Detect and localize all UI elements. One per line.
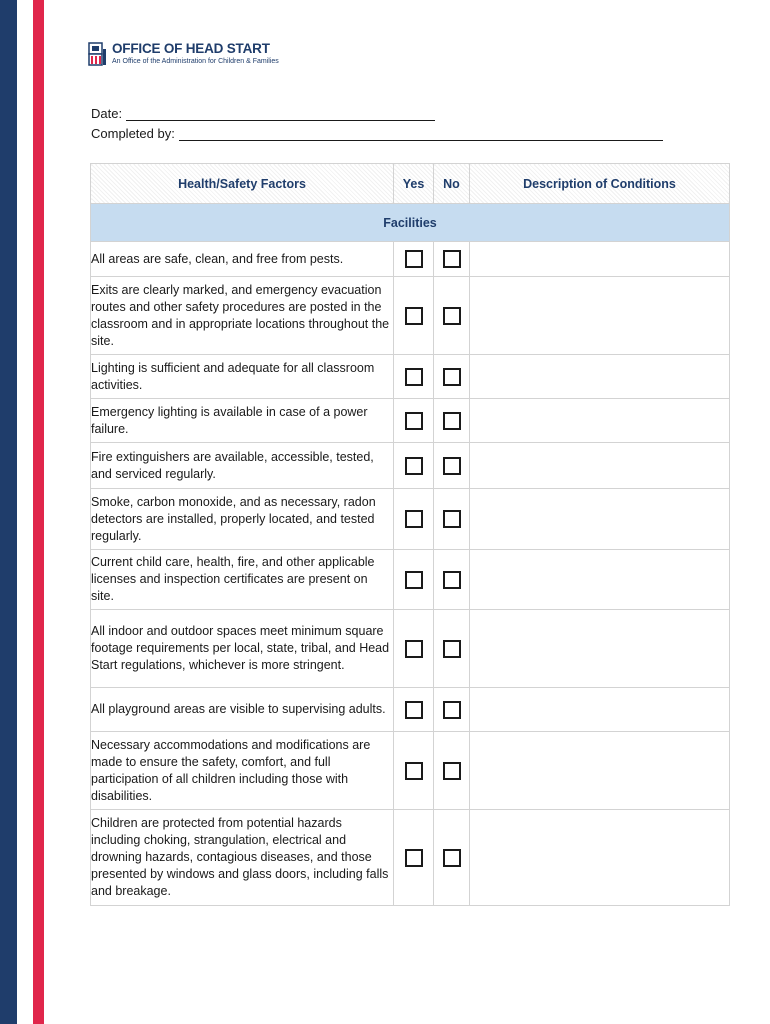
brand-stripe-white (17, 0, 33, 1024)
office-of-head-start-logo (88, 41, 279, 67)
completed-by-label: Completed by: (91, 126, 175, 141)
factor-text: Emergency lighting is available in case of a power failure. (91, 399, 394, 443)
table-row (91, 443, 730, 489)
yes-checkbox[interactable] (405, 701, 423, 719)
description-cell[interactable] (470, 277, 730, 355)
factor-text: Lighting is sufficient and adequate for all classroom activities. (91, 355, 394, 399)
no-checkbox[interactable] (443, 307, 461, 325)
table-row (91, 732, 730, 810)
table-row (91, 610, 730, 688)
description-cell[interactable] (470, 399, 730, 443)
description-cell[interactable] (470, 355, 730, 399)
factor-text: Children are protected from potential hazards including choking, strangulation, electrical and drowning hazards, contagious diseases, and those presented by windows and glass doors, including falls and breakage. (91, 810, 394, 906)
yes-checkbox[interactable] (405, 510, 423, 528)
yes-checkbox[interactable] (405, 307, 423, 325)
no-checkbox[interactable] (443, 510, 461, 528)
table-row (91, 688, 730, 732)
date-label: Date: (91, 106, 123, 121)
table-row (91, 277, 730, 355)
factor-text: All areas are safe, clean, and free from pests. (91, 242, 394, 277)
description-cell[interactable] (470, 610, 730, 688)
table-row (91, 810, 730, 906)
no-checkbox[interactable] (443, 250, 461, 268)
completed-by-field[interactable] (179, 128, 663, 141)
no-checkbox[interactable] (443, 640, 461, 658)
factor-text: All indoor and outdoor spaces meet minimum square footage requirements per local, state, tribal, and Head Start regulations, whichever is more stringent. (91, 610, 394, 688)
table-row (91, 550, 730, 610)
no-checkbox[interactable] (443, 368, 461, 386)
factor-text: Current child care, health, fire, and other applicable licenses and inspection certificates are present on site. (91, 550, 394, 610)
section-row (91, 204, 730, 242)
factor-text: Smoke, carbon monoxide, and as necessary, radon detectors are installed, properly located, and tested regularly. (91, 489, 394, 550)
section-facilities: Facilities (91, 204, 730, 242)
no-checkbox[interactable] (443, 571, 461, 589)
logo-title: OFFICE OF HEAD START (112, 41, 270, 56)
no-checkbox[interactable] (443, 457, 461, 475)
description-cell[interactable] (470, 810, 730, 906)
header-yes: Yes (394, 164, 434, 204)
completed-by-row (91, 126, 663, 141)
head-start-flag-icon (88, 41, 108, 67)
yes-checkbox[interactable] (405, 849, 423, 867)
date-field[interactable] (126, 108, 435, 121)
brand-stripe-blue (0, 0, 17, 1024)
yes-checkbox[interactable] (405, 571, 423, 589)
header-description-of-conditions: Description of Conditions (470, 164, 730, 204)
table-row (91, 355, 730, 399)
description-cell[interactable] (470, 443, 730, 489)
factor-text: Exits are clearly marked, and emergency evacuation routes and other safety procedures are posted in the classroom and in appropriate locations throughout the site. (91, 277, 394, 355)
brand-stripe-red (33, 0, 44, 1024)
table-row (91, 489, 730, 550)
table-row (91, 399, 730, 443)
description-cell[interactable] (470, 688, 730, 732)
description-cell[interactable] (470, 242, 730, 277)
no-checkbox[interactable] (443, 762, 461, 780)
factor-text: Fire extinguishers are available, accessible, tested, and serviced regularly. (91, 443, 394, 489)
header-no: No (434, 164, 470, 204)
header-health-safety-factors: Health/Safety Factors (91, 164, 394, 204)
yes-checkbox[interactable] (405, 640, 423, 658)
description-cell[interactable] (470, 732, 730, 810)
logo-subtitle: An Office of the Administration for Children & Families (112, 58, 279, 65)
factor-text: All playground areas are visible to supervising adults. (91, 688, 394, 732)
yes-checkbox[interactable] (405, 412, 423, 430)
table-row (91, 242, 730, 277)
description-cell[interactable] (470, 550, 730, 610)
yes-checkbox[interactable] (405, 368, 423, 386)
no-checkbox[interactable] (443, 412, 461, 430)
factor-text: Necessary accommodations and modifications are made to ensure the safety, comfort, and full participation of all children including those with disabilities. (91, 732, 394, 810)
yes-checkbox[interactable] (405, 250, 423, 268)
no-checkbox[interactable] (443, 849, 461, 867)
yes-checkbox[interactable] (405, 762, 423, 780)
description-cell[interactable] (470, 489, 730, 550)
table-header-row (91, 164, 730, 204)
date-row (91, 106, 435, 121)
yes-checkbox[interactable] (405, 457, 423, 475)
health-safety-checklist-table (90, 163, 730, 906)
no-checkbox[interactable] (443, 701, 461, 719)
